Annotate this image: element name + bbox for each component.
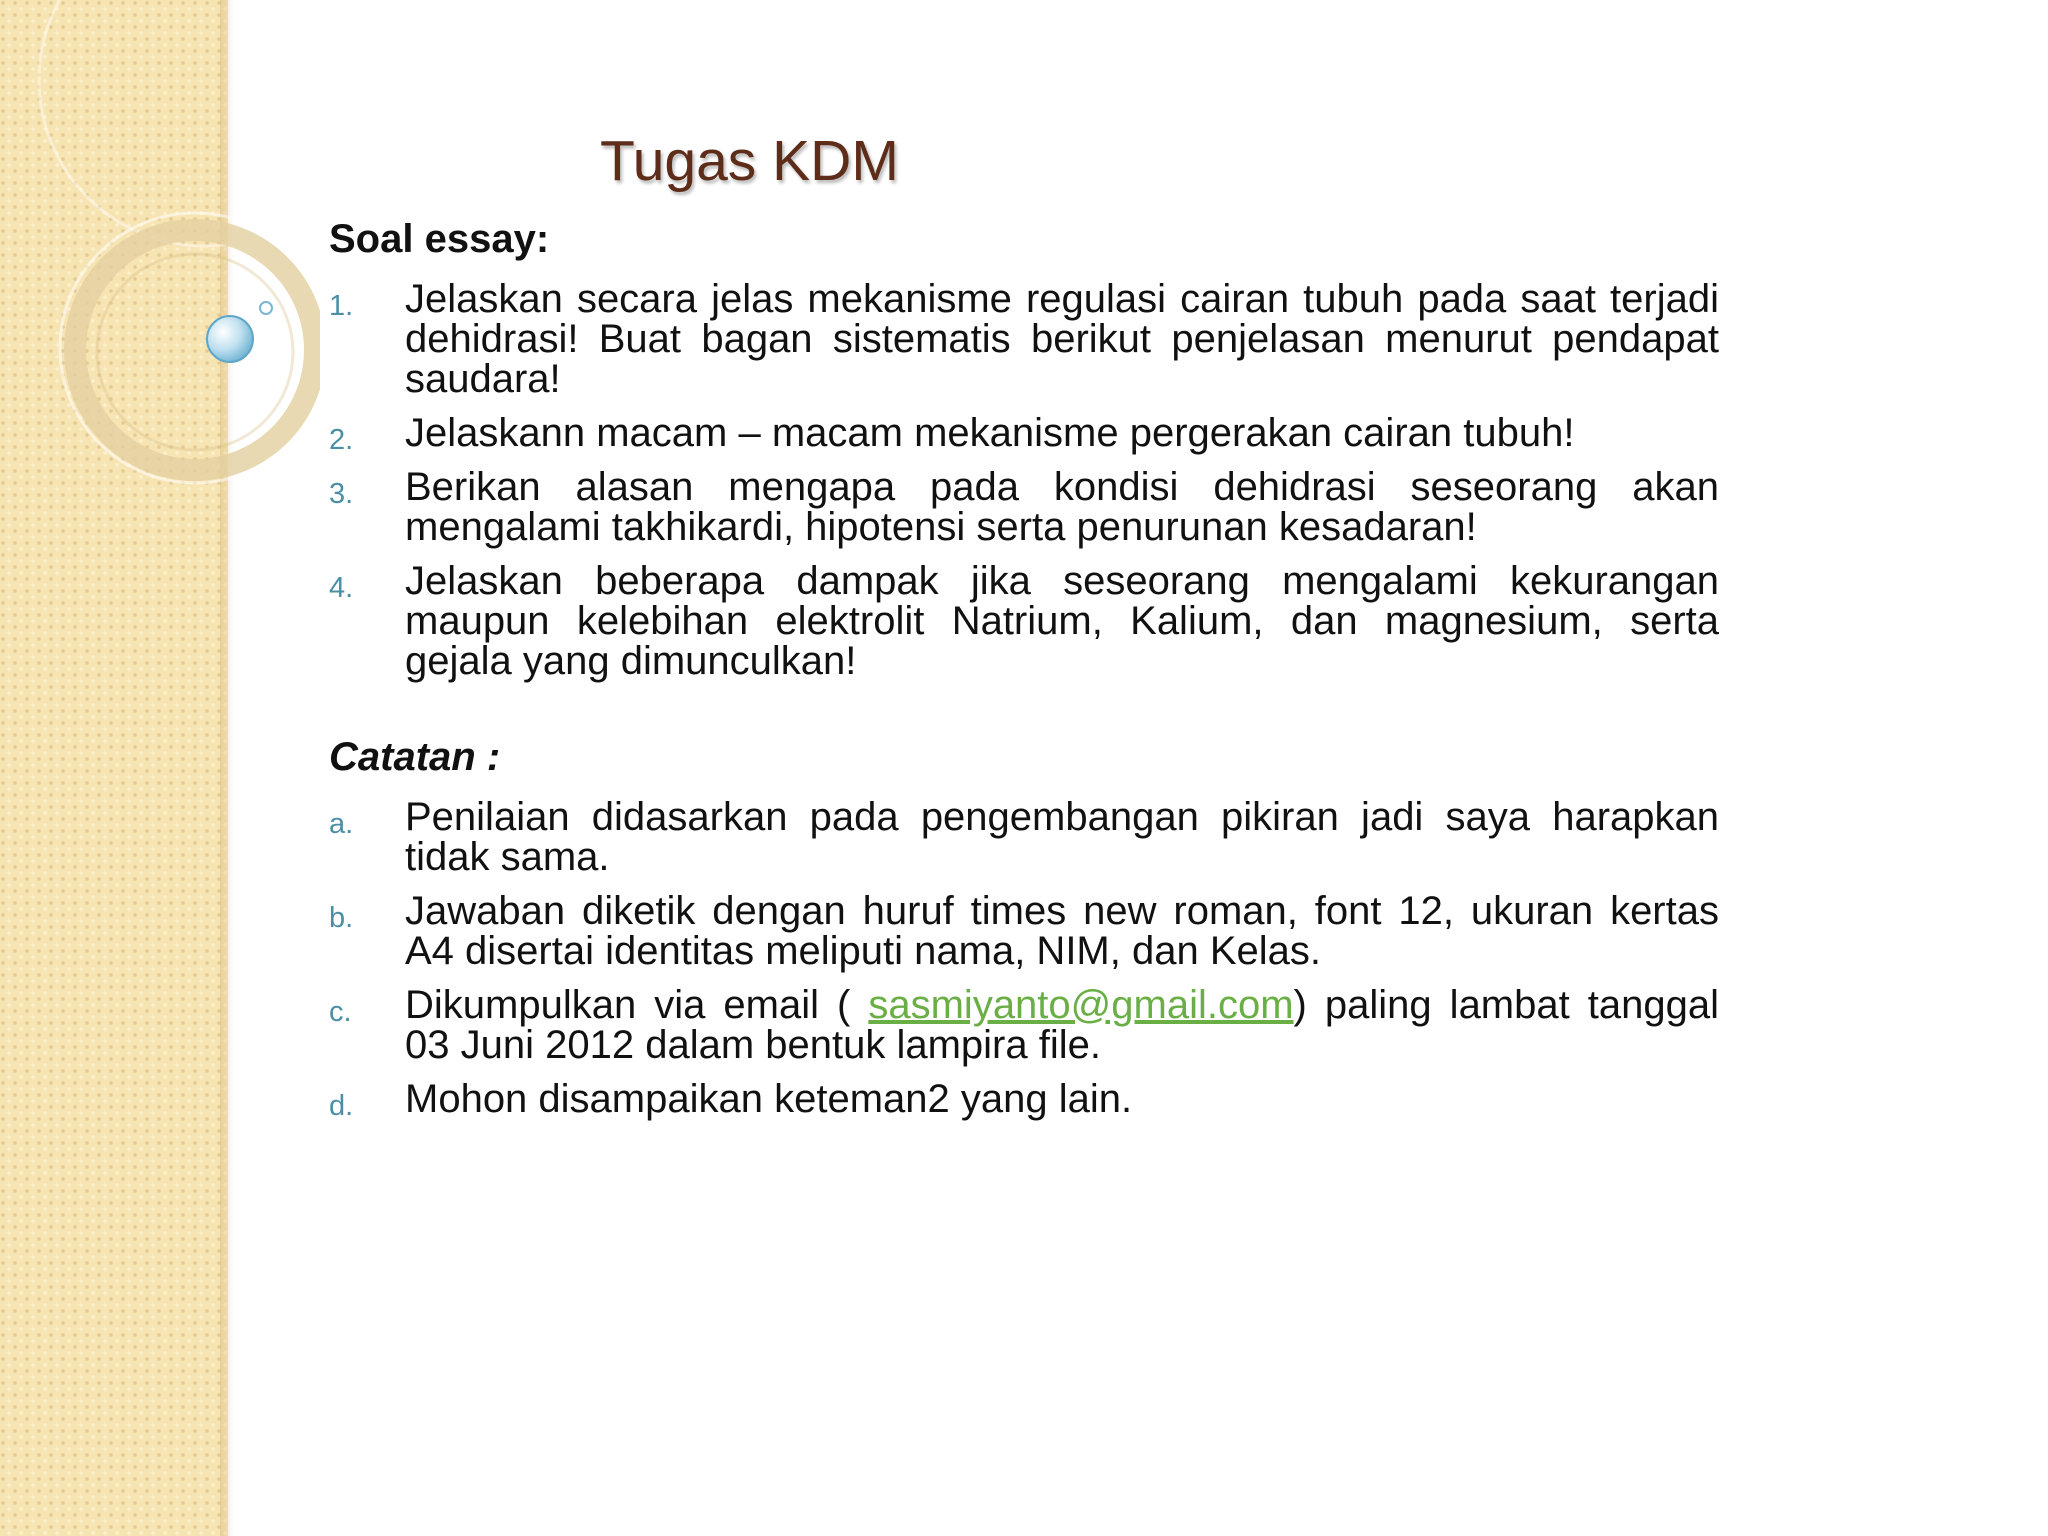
note-item-a — [329, 797, 1719, 877]
question-text: Jelaskann macam – macam mekanisme pergerakan cairan tubuh! — [405, 411, 1575, 455]
list-marker: 3. — [329, 478, 354, 510]
notes-list — [329, 795, 1719, 1122]
note-item-c — [329, 985, 1719, 1065]
essay-question-3 — [329, 467, 1719, 547]
decorative-circles-graphic — [0, 0, 320, 560]
notes-heading: Catatan : — [329, 735, 501, 779]
question-text: Jelaskan secara jelas mekanisme regulasi cairan tubuh pada saat terjadi dehidrasi! Buat bagan sistematis berikut penjelasan menurut pendapat saudara! — [405, 277, 1719, 401]
list-marker: 1. — [329, 290, 354, 322]
note-text — [405, 985, 1719, 1065]
slide-title: Tugas KDM — [600, 129, 899, 193]
note-text-after-email: ) paling lambat tanggal 03 Juni 2012 dalam bentuk lampira file. — [405, 983, 1719, 1067]
essay-question-1 — [329, 279, 1719, 399]
section-spacer — [329, 681, 1719, 731]
list-marker: 2. — [329, 424, 354, 456]
list-marker: c. — [329, 996, 352, 1028]
note-text-before-email: Dikumpulkan via email ( — [405, 983, 869, 1027]
essay-question-2 — [329, 411, 1719, 456]
note-text: Jawaban diketik dengan huruf times new roman, font 12, ukuran kertas A4 disertai identitas meliputi nama, NIM, dan Kelas. — [405, 889, 1719, 973]
slide-content — [329, 213, 1719, 1122]
note-text: Mohon disampaikan keteman2 yang lain. — [405, 1077, 1133, 1121]
list-marker: a. — [329, 808, 354, 840]
question-text: Berikan alasan mengapa pada kondisi dehidrasi seseorang akan mengalami takhikardi, hipotensi serta penurunan kesadaran! — [405, 465, 1719, 549]
question-text: Jelaskan beberapa dampak jika seseorang mengalami kekurangan maupun kelebihan elektrolit Natrium, Kalium, dan magnesium, serta gejala yang dimunculkan! — [405, 559, 1719, 683]
list-marker: d. — [329, 1090, 354, 1122]
list-marker: 4. — [329, 572, 354, 604]
note-item-d — [329, 1077, 1719, 1122]
list-marker: b. — [329, 902, 354, 934]
note-item-b — [329, 891, 1719, 971]
essay-question-list — [329, 279, 1719, 681]
note-text: Penilaian didasarkan pada pengembangan pikiran jadi saya harapkan tidak sama. — [405, 795, 1719, 879]
essay-heading: Soal essay: — [329, 217, 550, 261]
email-link[interactable]: sasmiyanto@gmail.com — [868, 983, 1294, 1027]
essay-question-4 — [329, 561, 1719, 681]
